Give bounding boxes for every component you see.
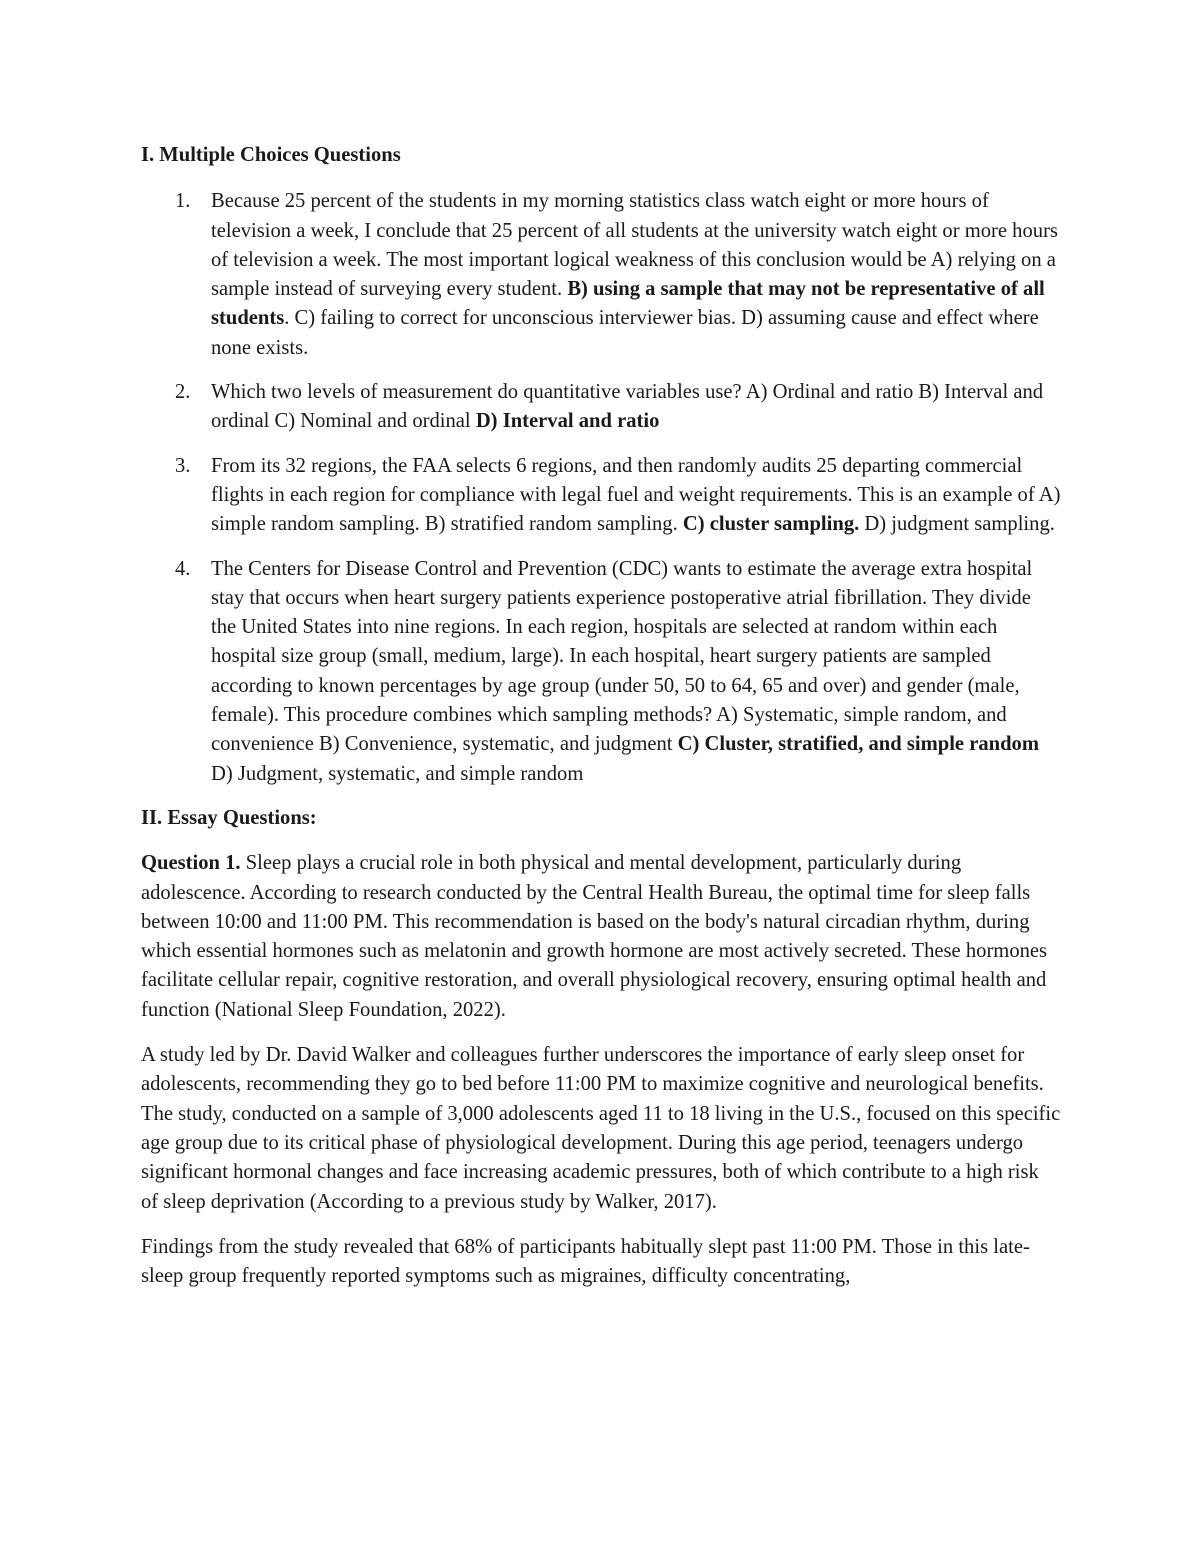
section-heading-essay: II. Essay Questions: — [141, 806, 317, 829]
answer-highlight: D) Interval and ratio — [475, 410, 660, 433]
question-list — [141, 187, 1061, 789]
question-text: Because 25 percent of the students in my morning statistics class watch eight or more hours of television a week, I conclude that 25 percent of all students at the university watch eight or more hours of television a week. The most important logical weakness of this conclusion would be A) relying on a sample instead of surveying every student. — [211, 190, 1058, 301]
answer-highlight: B) using a sample that may not be representative of all students — [211, 278, 1045, 330]
question-number: 3. — [175, 454, 191, 477]
question-number: 2. — [175, 381, 191, 404]
question-text: Which two levels of measurement do quantitative variables use? A) Ordinal and ratio B) Interval and ordinal C) Nominal and ordinal — [211, 381, 1044, 433]
essay-paragraph-1 — [141, 849, 1061, 1025]
answer-highlight: C) Cluster, stratified, and simple random — [677, 733, 1040, 756]
question-text-after: D) Judgment, systematic, and simple random — [211, 762, 584, 785]
question-text-after: D) judgment sampling. — [859, 513, 1055, 536]
question-text: The Centers for Disease Control and Prevention (CDC) wants to estimate the average extra hospital stay that occurs when heart surgery patients experience postoperative atrial fibrillation. They divide the United States into nine regions. In each region, hospitals are selected at random within each hospital size group (small, medium, large). In each hospital, heart surgery patients are sampled according to known percentages by age group (under 50, 50 to 64, 65 and over) and gender (male, female). This procedure combines which sampling methods? A) Systematic, simple random, and convenience B) Convenience, systematic, and judgment — [211, 557, 1033, 756]
question-number: 4. — [175, 557, 191, 580]
question-number: 1. — [175, 190, 191, 213]
essay-paragraph-3: Findings from the study revealed that 68% of participants habitually slept past 11:00 PM. Those in this late-sleep group frequently reported symptoms such as migraines, difficulty concentrating, — [141, 1235, 1030, 1288]
essay-paragraph-2: A study led by Dr. David Walker and colleagues further underscores the importance of early sleep onset for adolescents, recommending they go to bed before 11:00 PM to maximize cognitive and neurological benefits. The study, conducted on a sample of 3,000 adolescents aged 11 to 18 living in the U.S., focused on this specific age group due to its critical phase of physiological development. During this age period, teenagers undergo significant hormonal changes and face increasing academic pressures, both of which contribute to a high risk of sleep deprivation (According to a previous study by Walker, 2017). — [141, 1044, 1061, 1213]
section-heading-multiple-choice: I. Multiple Choices Questions — [141, 144, 401, 166]
question-item-2 — [141, 378, 1061, 437]
answer-highlight: C) cluster sampling. — [682, 513, 860, 536]
question-item-3 — [141, 452, 1061, 540]
question-text-after: . C) failing to correct for unconscious interviewer bias. D) assuming cause and effect where none exists. — [211, 307, 1039, 359]
question-label: Question 1. — [141, 852, 241, 875]
paragraph-text: Sleep plays a crucial role in both physical and mental development, particularly during adolescence. According to research conducted by the Central Health Bureau, the optimal time for sleep falls between 10:00 and 11:00 PM. This recommendation is based on the body's natural circadian rhythm, during which essential hormones such as melatonin and growth hormone are most actively secreted. These hormones facilitate cellular repair, cognitive restoration, and overall physiological recovery, ensuring optimal health and function (National Sleep Foundation, 2022). — [141, 852, 1048, 1021]
question-text: From its 32 regions, the FAA selects 6 regions, and then randomly audits 25 departing commercial flights in each region for compliance with legal fuel and weight requirements. This is an example of A) simple random sampling. B) stratified random sampling. — [211, 454, 1061, 536]
document-content — [141, 141, 1061, 1307]
question-item-1 — [141, 187, 1061, 363]
question-item-4 — [141, 555, 1061, 789]
